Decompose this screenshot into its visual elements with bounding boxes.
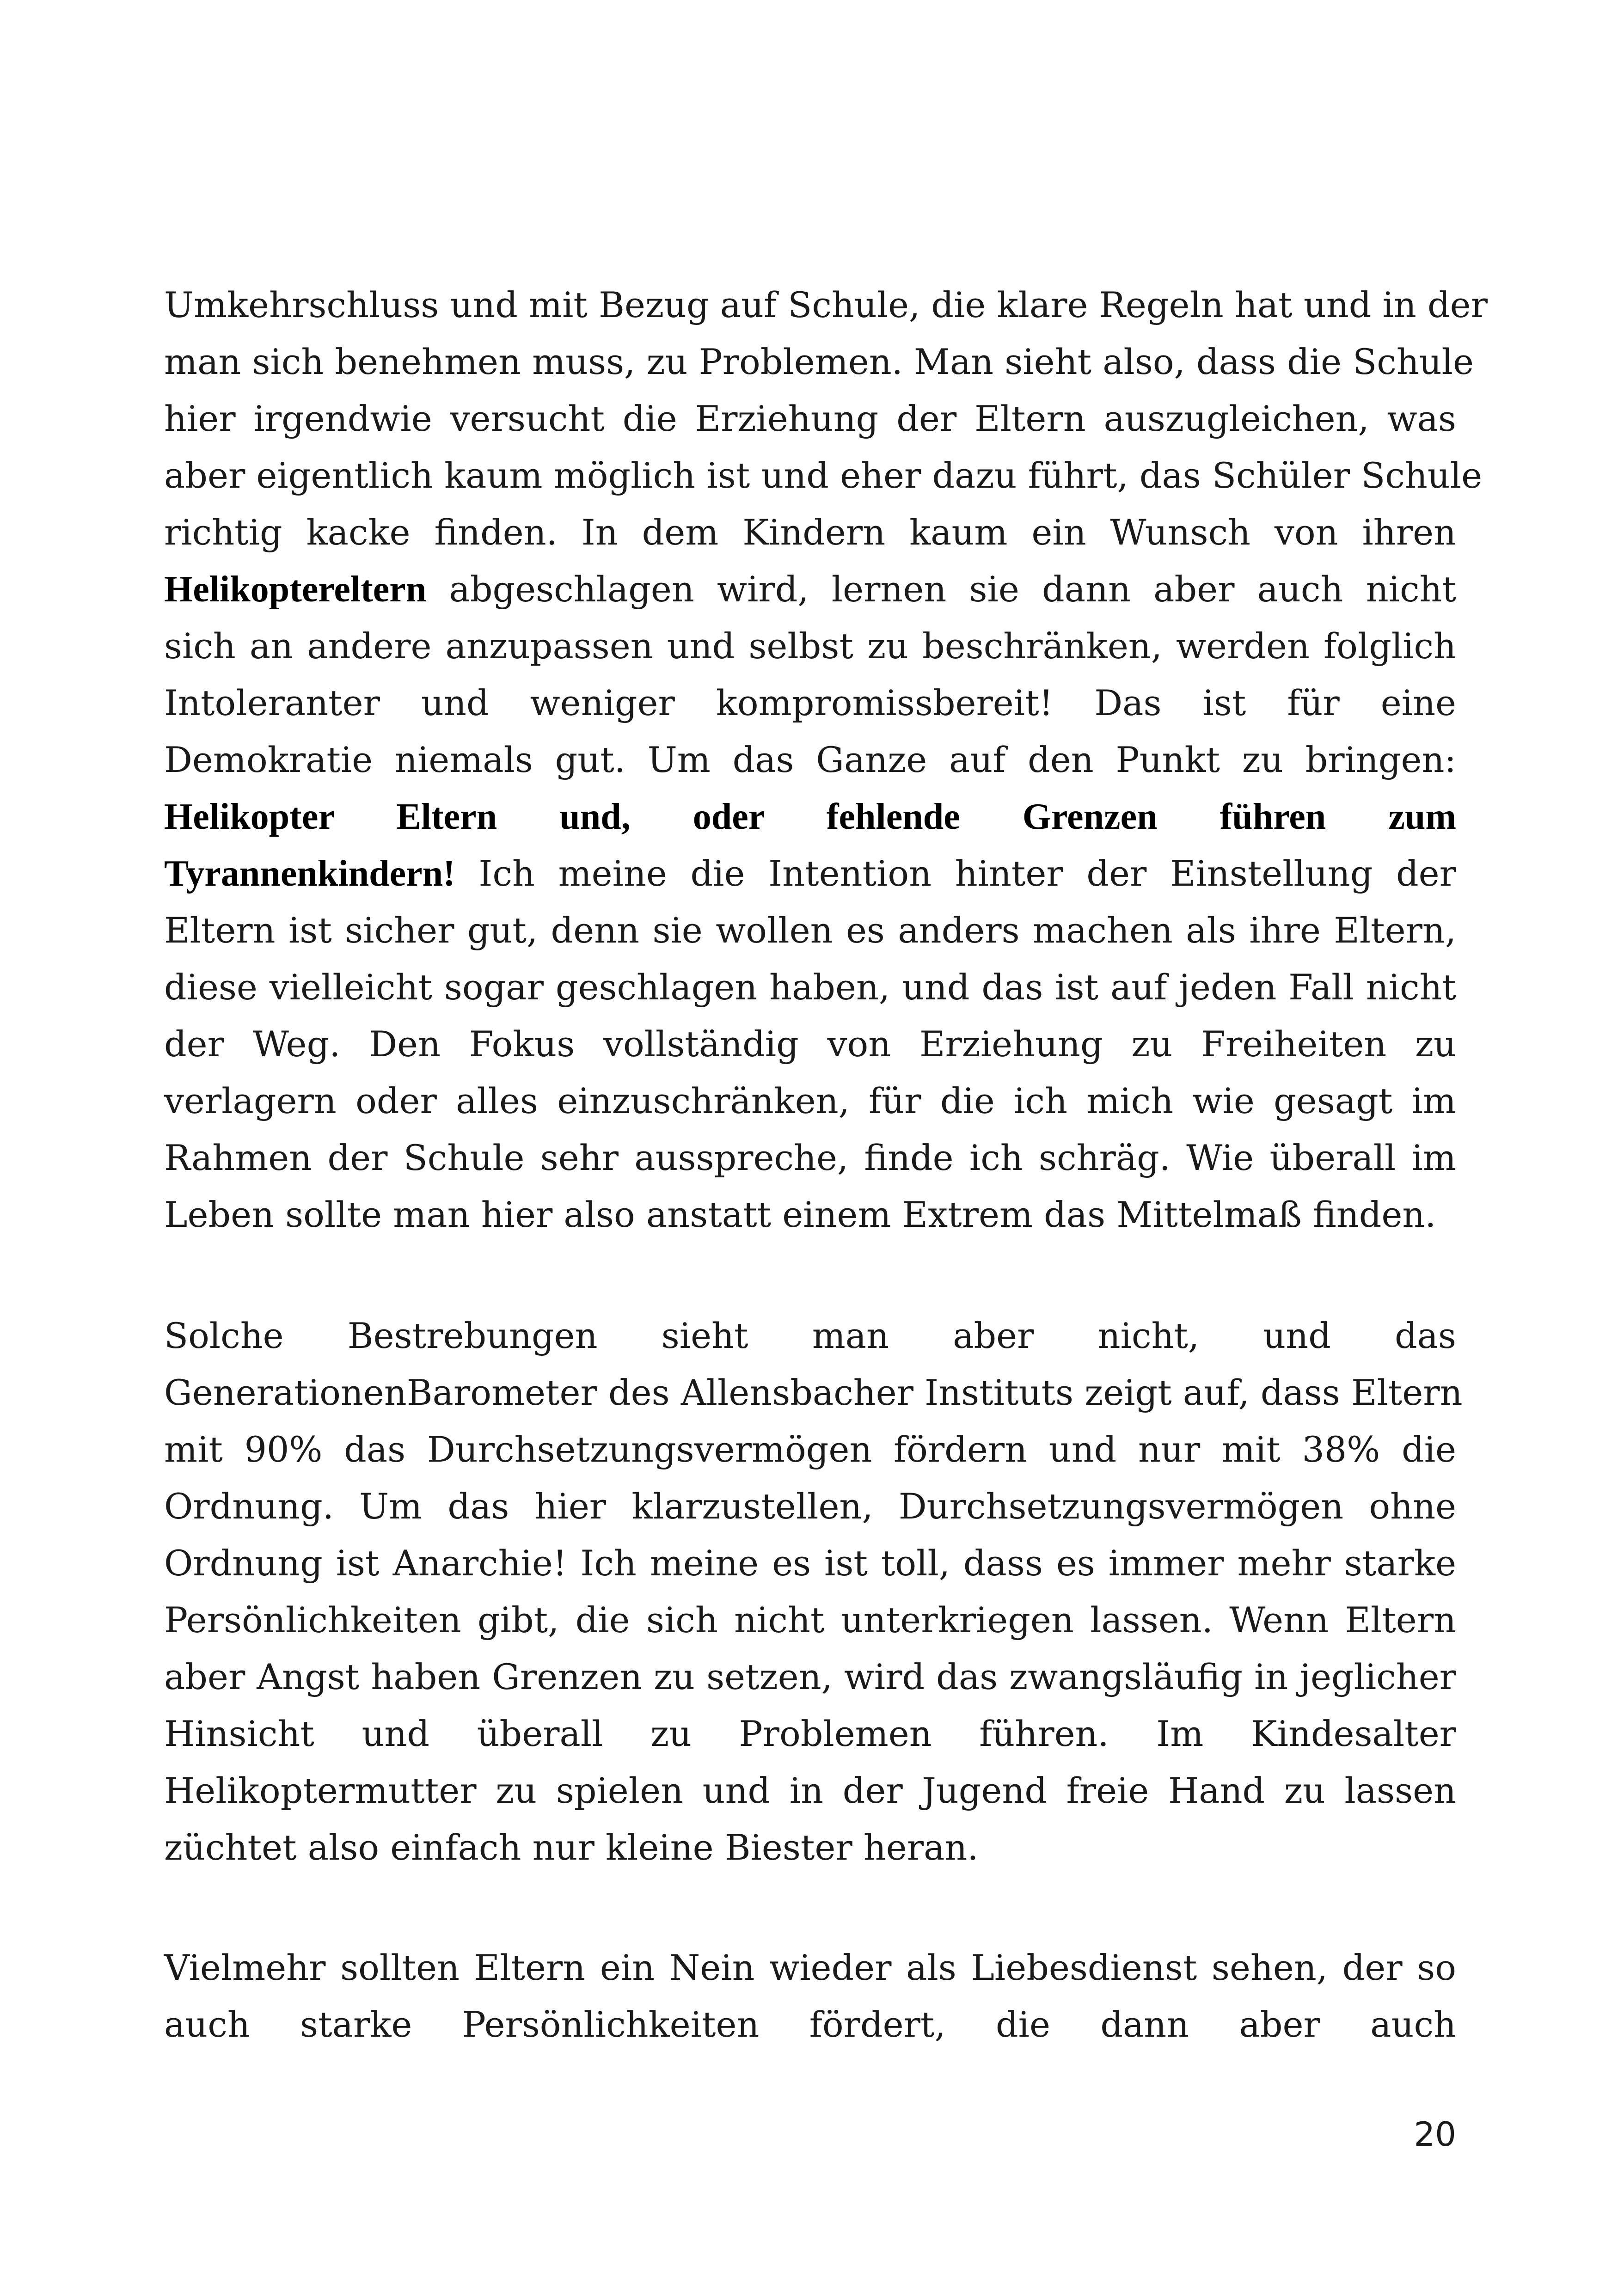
text-line bbox=[164, 276, 1488, 333]
text-line bbox=[164, 845, 1456, 902]
text-line bbox=[164, 1186, 1456, 1243]
text-line bbox=[164, 1648, 1456, 1705]
text-segment: Ich meine die Intention hinter der Einstellung der bbox=[455, 853, 1456, 894]
text-segment: abgeschlagen wird, lernen sie dann aber auch nicht bbox=[426, 569, 1456, 610]
text-segment: auch starke Persönlichkeiten fördert, die dann aber auch bbox=[164, 2004, 1456, 2045]
text-line bbox=[164, 1072, 1456, 1129]
text-segment: man sich benehmen muss, zu Problemen. Man sieht also, dass die Schule bbox=[164, 341, 1474, 382]
text-line bbox=[164, 1307, 1456, 1364]
text-segment: Solche Bestrebungen sieht man aber nicht, und das bbox=[164, 1315, 1456, 1356]
text-line bbox=[164, 788, 1456, 845]
text-segment: Rahmen der Schule sehr ausspreche, finde ich schräg. Wie überall im bbox=[164, 1137, 1456, 1178]
text-line bbox=[164, 959, 1456, 1016]
text-line bbox=[164, 902, 1456, 959]
bold-text-segment: Helikopter Eltern und, oder fehlende Grenzen führen zum bbox=[164, 796, 1456, 837]
page-number: 20 bbox=[1414, 2115, 1456, 2154]
text-segment: Ordnung. Um das hier klarzustellen, Durchsetzungsvermögen ohne bbox=[164, 1486, 1456, 1527]
text-line bbox=[164, 333, 1474, 390]
text-line bbox=[164, 1939, 1456, 1996]
text-segment: Persönlichkeiten gibt, die sich nicht unterkriegen lassen. Wenn Eltern bbox=[164, 1599, 1456, 1641]
paragraph-1 bbox=[164, 276, 1488, 1243]
text-segment: Ordnung ist Anarchie! Ich meine es ist toll, dass es immer mehr starke bbox=[164, 1543, 1456, 1584]
text-segment: der Weg. Den Fokus vollständig von Erziehung zu Freiheiten zu bbox=[164, 1023, 1456, 1065]
bold-text-segment: Helikoptereltern bbox=[164, 569, 427, 610]
text-segment: Helikoptermutter zu spielen und in der Jugend freie Hand zu lassen bbox=[164, 1770, 1456, 1811]
text-segment: GenerationenBarometer des Allensbacher Instituts zeigt auf, dass Eltern bbox=[164, 1372, 1463, 1413]
text-line bbox=[164, 1592, 1456, 1648]
text-segment: mit 90% das Durchsetzungsvermögen fördern und nur mit 38% die bbox=[164, 1429, 1456, 1470]
text-line bbox=[164, 447, 1483, 504]
text-line bbox=[164, 674, 1456, 731]
text-line bbox=[164, 1421, 1456, 1478]
text-segment: diese vielleicht sogar geschlagen haben, und das ist auf jeden Fall nicht bbox=[164, 967, 1456, 1008]
text-segment: hier irgendwie versucht die Erziehung der Eltern auszugleichen, was bbox=[164, 398, 1456, 439]
text-line bbox=[164, 504, 1456, 561]
text-line bbox=[164, 1762, 1456, 1819]
text-segment: verlagern oder alles einzuschränken, für die ich mich wie gesagt im bbox=[164, 1080, 1456, 1121]
text-line bbox=[164, 1535, 1456, 1592]
text-line bbox=[164, 1016, 1456, 1072]
text-line bbox=[164, 1996, 1456, 2053]
text-line bbox=[164, 1705, 1456, 1762]
text-segment: Eltern ist sicher gut, denn sie wollen es anders machen als ihre Eltern, bbox=[164, 910, 1456, 951]
paragraph-3 bbox=[164, 1939, 1456, 2053]
text-line bbox=[164, 1819, 1456, 1876]
text-segment: sich an andere anzupassen und selbst zu beschränken, werden folglich bbox=[164, 625, 1456, 667]
text-segment: aber eigentlich kaum möglich ist und eher dazu führt, das Schüler Schule bbox=[164, 455, 1483, 496]
text-segment: Hinsicht und überall zu Problemen führen. Im Kindesalter bbox=[164, 1713, 1456, 1754]
text-segment: Vielmehr sollten Eltern ein Nein wieder als Liebesdienst sehen, der so bbox=[164, 1947, 1456, 1988]
text-line bbox=[164, 1478, 1456, 1535]
text-line bbox=[164, 561, 1456, 618]
text-segment: Umkehrschluss und mit Bezug auf Schule, die klare Regeln hat und in der bbox=[164, 284, 1488, 325]
text-line bbox=[164, 390, 1456, 447]
text-segment: Demokratie niemals gut. Um das Ganze auf den Punkt zu bringen: bbox=[164, 739, 1456, 780]
bold-text-segment: Tyrannenkindern! bbox=[164, 853, 455, 894]
text-segment: Leben sollte man hier also anstatt einem Extrem das Mittelmaß finden. bbox=[164, 1194, 1436, 1235]
text-segment: aber Angst haben Grenzen zu setzen, wird das zwangsläufig in jeglicher bbox=[164, 1656, 1456, 1697]
text-line bbox=[164, 618, 1456, 674]
text-line bbox=[164, 1364, 1463, 1421]
text-segment: Intoleranter und weniger kompromissbereit! Das ist für eine bbox=[164, 682, 1456, 723]
text-segment: züchtet also einfach nur kleine Biester heran. bbox=[164, 1827, 979, 1868]
text-line bbox=[164, 731, 1456, 788]
text-segment: richtig kacke finden. In dem Kindern kaum ein Wunsch von ihren bbox=[164, 512, 1456, 553]
text-line bbox=[164, 1129, 1456, 1186]
paragraph-2 bbox=[164, 1307, 1463, 1876]
